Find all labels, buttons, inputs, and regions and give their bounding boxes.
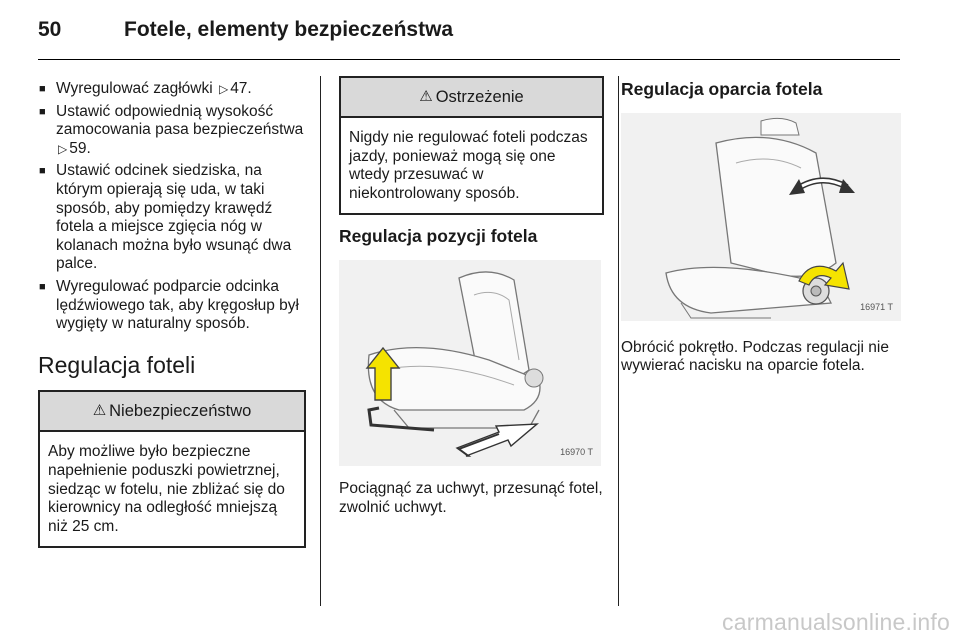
page-reference-link[interactable]: 47. — [230, 80, 252, 97]
seat-position-illustration — [339, 260, 601, 466]
page-title: Fotele, elementy bezpieczeństwa — [124, 18, 454, 41]
figure-caption: Pociągnąć za uchwyt, przesunąć fotel, zwolnić uchwyt. — [339, 479, 603, 516]
warning-triangle-icon: ⚠ — [419, 87, 433, 105]
warning-box-title: Ostrzeżenie — [435, 87, 524, 106]
figure-caption: Obrócić pokrętło. Podczas regulacji nie wywierać nacisku na oparcie fotela. — [621, 338, 889, 375]
backrest-illustration — [621, 113, 901, 321]
backrest-recline-diagram — [621, 113, 901, 321]
seat-slide-diagram — [339, 260, 601, 466]
watermark: carmanualsonline.info — [722, 609, 950, 635]
danger-box-header — [40, 392, 304, 432]
subsection-title: Regulacja oparcia fotela — [621, 79, 823, 99]
list-item: ■ Ustawić odpowiednią wysokość zamocowania pasa bezpieczeństwa ▷ 59. — [38, 103, 306, 159]
page-reference-link[interactable]: 59. — [69, 139, 91, 157]
list-item: ■ Wyregulować podparcie odcinka lędźwiowego tak, aby kręgosłup był wygięty w naturalny sposób. — [38, 278, 306, 334]
danger-box-title: Niebezpieczeństwo — [109, 402, 252, 421]
list-item: ■ Wyregulować zagłówki ▷ 47. — [38, 80, 306, 99]
column-divider-left — [320, 76, 321, 606]
list-item: ■ Ustawić odcinek siedziska, na którym opierają się uda, w taki sposób, aby pomiędzy krawędź fotela a miejsce zgięcia nóg w kolanach można było wsunąć dwa palce. — [38, 162, 306, 274]
reference-arrow-icon: ▷ — [58, 141, 68, 156]
figure-code: 16970 T — [560, 447, 593, 458]
warning-box-text: Nigdy nie regulować foteli podczas jazdy, ponieważ mogą się one wtedy przesuwać w niekontrolowany sposób. — [349, 129, 588, 202]
column-2 — [339, 76, 604, 517]
warning-triangle-icon: ⚠ — [92, 402, 107, 420]
page-number: 50 — [38, 18, 62, 41]
column-divider-right — [618, 76, 619, 606]
warning-box — [339, 76, 604, 215]
header-divider — [38, 59, 900, 60]
subsection-title: Regulacja pozycji fotela — [339, 226, 538, 247]
column-1 — [38, 80, 306, 548]
reference-arrow-icon: ▷ — [218, 82, 229, 96]
danger-box-text: Aby możliwe było bezpieczne napełnienie poduszki powietrznej, siedząc w fotelu, nie zbliżać się do kierownicy na odległość mniejszą niż 25 cm. — [48, 443, 285, 535]
figure-code: 16971 T — [860, 302, 893, 312]
adjustment-checklist — [38, 80, 306, 334]
column-3 — [621, 80, 901, 376]
section-title: Regulacja foteli — [38, 351, 196, 378]
danger-box — [38, 390, 306, 548]
warning-box-header — [341, 78, 602, 118]
page-header — [38, 18, 900, 48]
